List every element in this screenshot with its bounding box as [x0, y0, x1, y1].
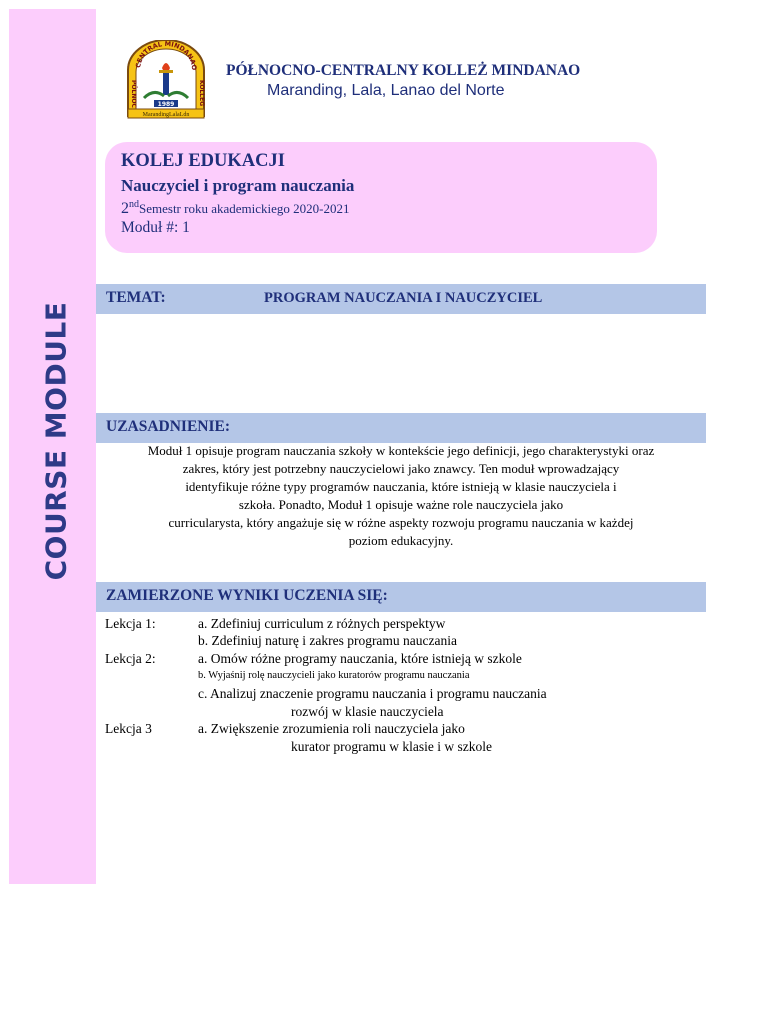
rationale-line: Moduł 1 opisuje program nauczania szkoły w kontekście jego definicji, jego charakterystyki oraz: [147, 443, 655, 458]
rationale-line: curricularysta, który angażuje się w różne aspekty rozwoju programu nauczania w każdej: [168, 515, 634, 530]
outcome-item: b. Wyjaśnij rolę nauczycieli jako kuratorów programu nauczania: [198, 670, 470, 681]
course-semester: [121, 199, 349, 218]
topic-bar: [96, 284, 706, 314]
topic-value: PROGRAM NAUCZANIA I NAUCZYCIEL: [264, 290, 543, 306]
course-title: Nauczyciel i program nauczania: [121, 176, 355, 195]
outcome-continuation: kurator programu w klasie i w szkole: [291, 739, 492, 754]
rationale-text: [96, 442, 706, 550]
college-address: Maranding, Lala, Lanao del Norte: [267, 82, 505, 99]
outcome-item: a. Zdefiniuj curriculum z różnych perspektyw: [198, 616, 446, 631]
college-seal-logo: [124, 40, 208, 120]
course-college: KOLEJ EDUKACJI: [121, 151, 285, 171]
seal-left-text: PÓLNOC: [130, 80, 137, 108]
rationale-line: identyfikuje różne typy programów nauczania, które istnieją w klasie nauczyciela i: [185, 479, 617, 494]
topic-label: TEMAT:: [106, 289, 166, 306]
outcome-item: b. Zdefiniuj naturę i zakres programu nauczania: [198, 633, 458, 648]
rationale-line: poziom edukacyjny.: [348, 533, 454, 548]
lesson-label: Lekcja 3: [105, 721, 152, 736]
seal-right-text: KOLLEG: [198, 80, 205, 107]
outcomes-heading: ZAMIERZONE WYNIKI UCZENIA SIĘ:: [106, 587, 388, 604]
semester-suffix: nd: [129, 199, 139, 210]
lesson-label: Lekcja 2:: [105, 651, 156, 666]
outcomes-bar: [96, 582, 706, 612]
rationale-heading: UZASADNIENIE:: [106, 418, 231, 435]
course-module-number: Moduł #: 1: [121, 219, 190, 236]
rationale-line: zakres, który jest potrzebny nauczycielowi jako znawcy. Ten moduł wprowadzający: [182, 461, 620, 476]
outcome-continuation: rozwój w klasie nauczyciela: [291, 704, 444, 719]
outcome-item: c. Analizuj znaczenie programu nauczania i programu nauczania: [198, 686, 547, 701]
lesson-label: Lekcja 1:: [105, 616, 156, 631]
rationale-bar: [96, 413, 706, 443]
college-name: PÓŁNOCNO-CENTRALNY KOLLEŻ MINDANAO: [226, 62, 581, 79]
seal-year: 1989: [157, 101, 175, 108]
course-info-box: [105, 142, 657, 253]
course-module-label: COURSE MODULE: [39, 301, 73, 581]
rationale-line: szkoła. Ponadto, Moduł 1 opisuje ważne role nauczyciela jako: [238, 497, 564, 512]
outcome-item: a. Zwiększenie zrozumienia roli nauczyciela jako: [198, 721, 465, 736]
seal-top-text: CENTRAL MINDANAO: [134, 40, 199, 71]
outcome-item: a. Omów różne programy nauczania, które istnieją w szkole: [198, 651, 522, 666]
semester-text: Semestr roku akademickiego 2020-2021: [139, 201, 350, 216]
seal-bottom-text: MarandingLalaLdn: [142, 112, 190, 118]
semester-number: 2: [121, 200, 129, 217]
